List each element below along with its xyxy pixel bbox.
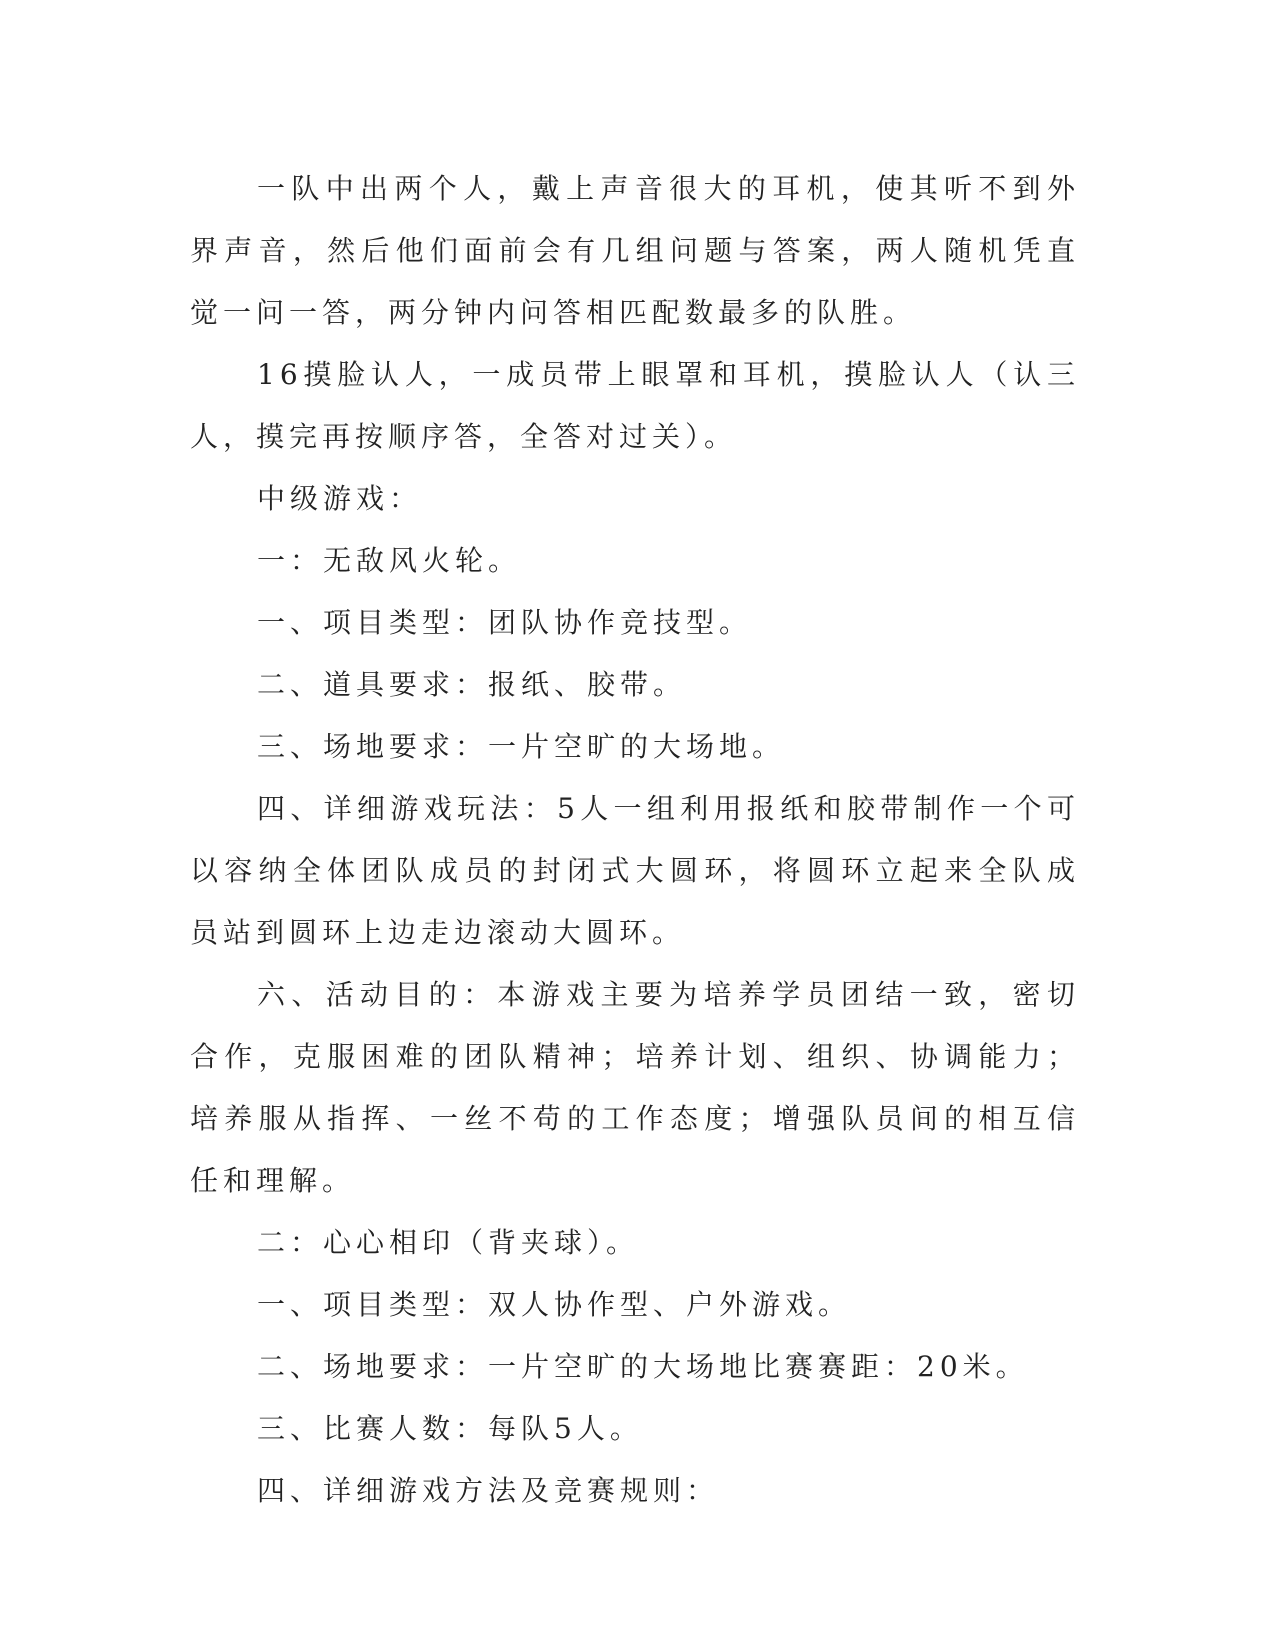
game-2-players: 三、比赛人数：每队5人。: [257, 1412, 643, 1445]
paragraph-earphone-game: 一队中出两个人，戴上声音很大的耳机，使其听不到外界声音，然后他们面前会有几组问题与答案，两人随机凭直觉一问一答，两分钟内问答相匹配数最多的队胜。: [190, 172, 1080, 329]
game-2-venue: 二、场地要求：一片空旷的大场地比赛赛距：20米。: [257, 1350, 1029, 1383]
game-1-purpose: 六、活动目的：本游戏主要为培养学员团结一致，密切合作，克服困难的团队精神；培养计划、组织、协调能力；培养服从指挥、一丝不苟的工作态度；增强队员间的相互信任和理解。: [190, 978, 1080, 1197]
document-body: [190, 158, 1080, 1522]
heading-intermediate-games: 中级游戏：: [257, 482, 423, 515]
game-2-rules-heading: 四、详细游戏方法及竞赛规则：: [257, 1474, 720, 1507]
game-2-project-type: 一、项目类型：双人协作型、户外游戏。: [257, 1288, 852, 1321]
game-1-venue: 三、场地要求：一片空旷的大场地。: [257, 730, 786, 763]
heading-game-2-back-ball: 二：心心相印（背夹球）。: [257, 1226, 640, 1259]
game-1-props: 二、道具要求：报纸、胶带。: [257, 668, 687, 701]
game-1-project-type: 一、项目类型：团队协作竞技型。: [257, 606, 753, 639]
heading-game-1-wind-fire-wheel: 一：无敌风火轮。: [257, 544, 522, 577]
game-1-rules: 四、详细游戏玩法：5人一组利用报纸和胶带制作一个可以容纳全体团队成员的封闭式大圆环，将圆环立起来全队成员站到圆环上边走边滚动大圆环。: [190, 792, 1080, 949]
paragraph-touch-face-game: 16摸脸认人，一成员带上眼罩和耳机，摸脸认人（认三人，摸完再按顺序答，全答对过关）。: [190, 358, 1080, 453]
